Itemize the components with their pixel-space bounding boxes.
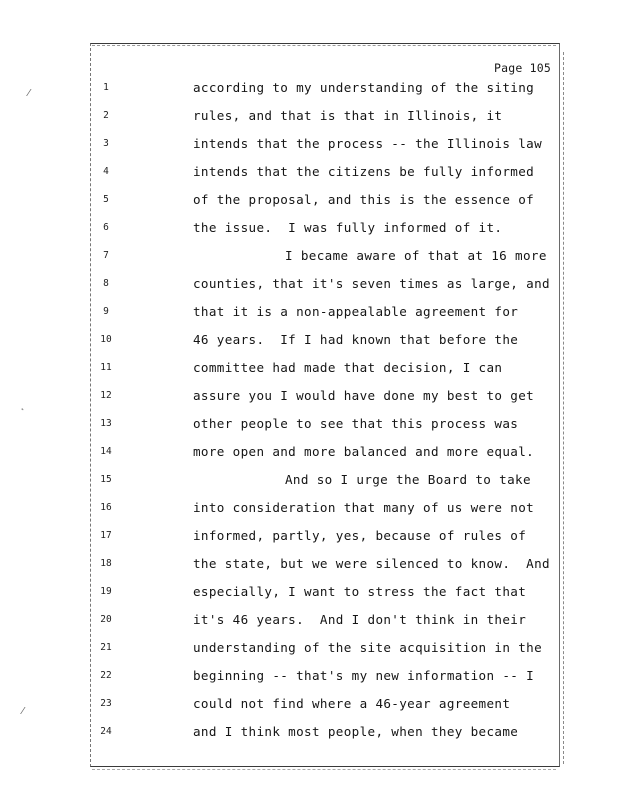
line-text: could not find where a 46-year agreement [193,696,511,711]
transcript-line [0,80,618,100]
line-text: especially, I want to stress the fact that [193,584,527,599]
line-number: 19 [100,586,112,597]
transcript-line [0,668,618,688]
line-text: the state, but we were silenced to know. And [193,556,550,571]
line-number: 2 [103,110,109,121]
line-number: 1 [103,82,109,93]
line-number: 9 [103,306,109,317]
transcript-line [0,332,618,352]
transcript-line [0,108,618,128]
line-number: 22 [100,670,112,681]
line-number: 10 [100,334,112,345]
transcript-line [0,220,618,240]
line-number: 14 [100,446,112,457]
line-number: 12 [100,390,112,401]
line-number: 3 [103,138,109,149]
transcript-line [0,500,618,520]
line-text: 46 years. If I had known that before the [193,332,519,347]
line-number: 23 [100,698,112,709]
line-text: into consideration that many of us were not [193,500,535,515]
frame-top-rule [92,45,556,46]
line-number: 15 [100,474,112,485]
transcript-line [0,164,618,184]
line-text: that it is a non-appealable agreement for [193,304,519,319]
line-text: committee had made that decision, I can [193,360,503,375]
transcript-line [0,304,618,324]
line-text: I became aware of that at 16 more [285,248,547,263]
line-text: assure you I would have done my best to get [193,388,535,403]
transcript-line [0,640,618,660]
margin-mark-top: ⁄ [28,88,30,99]
transcript-line [0,724,618,744]
transcript-line [0,472,618,492]
transcript-line [0,444,618,464]
line-text: the issue. I was fully informed of it. [193,220,503,235]
transcript-line [0,360,618,380]
line-text: And so I urge the Board to take [285,472,531,487]
line-number: 21 [100,642,112,653]
transcript-line [0,556,618,576]
line-text: it's 46 years. And I don't think in their [193,612,527,627]
line-number: 8 [103,278,109,289]
transcript-line [0,528,618,548]
line-number: 16 [100,502,112,513]
line-number: 7 [103,250,109,261]
transcript-line [0,192,618,212]
line-text: rules, and that is that in Illinois, it [193,108,503,123]
transcript-line [0,136,618,156]
margin-mark-middle: ˛ [20,400,25,411]
transcript-line [0,584,618,604]
line-number: 18 [100,558,112,569]
line-number: 11 [100,362,112,373]
line-text: of the proposal, and this is the essence of [193,192,535,207]
transcript-line [0,248,618,268]
transcript-line [0,276,618,296]
line-text: beginning -- that's my new information -- I [193,668,535,683]
frame-bottom-rule [92,769,556,770]
transcript-line [0,388,618,408]
line-text: and I think most people, when they became [193,724,519,739]
line-text: intends that the citizens be fully informed [193,164,535,179]
line-text: other people to see that this process was [193,416,519,431]
line-number: 17 [100,530,112,541]
line-number: 24 [100,726,112,737]
margin-mark-bottom: ⁄ [22,706,24,717]
line-text: counties, that it's seven times as large, and [193,276,550,291]
transcript-line [0,696,618,716]
transcript-line [0,416,618,436]
line-text: intends that the process -- the Illinois law [193,136,543,151]
line-number: 6 [103,222,109,233]
transcript-line [0,612,618,632]
line-text: understanding of the site acquisition in the [193,640,543,655]
line-text: more open and more balanced and more equal. [193,444,535,459]
line-text: according to my understanding of the siting [193,80,535,95]
line-number: 20 [100,614,112,625]
line-number: 5 [103,194,109,205]
line-number: 13 [100,418,112,429]
line-number: 4 [103,166,109,177]
page-number: Page 105 [494,61,551,75]
line-text: informed, partly, yes, because of rules of [193,528,527,543]
